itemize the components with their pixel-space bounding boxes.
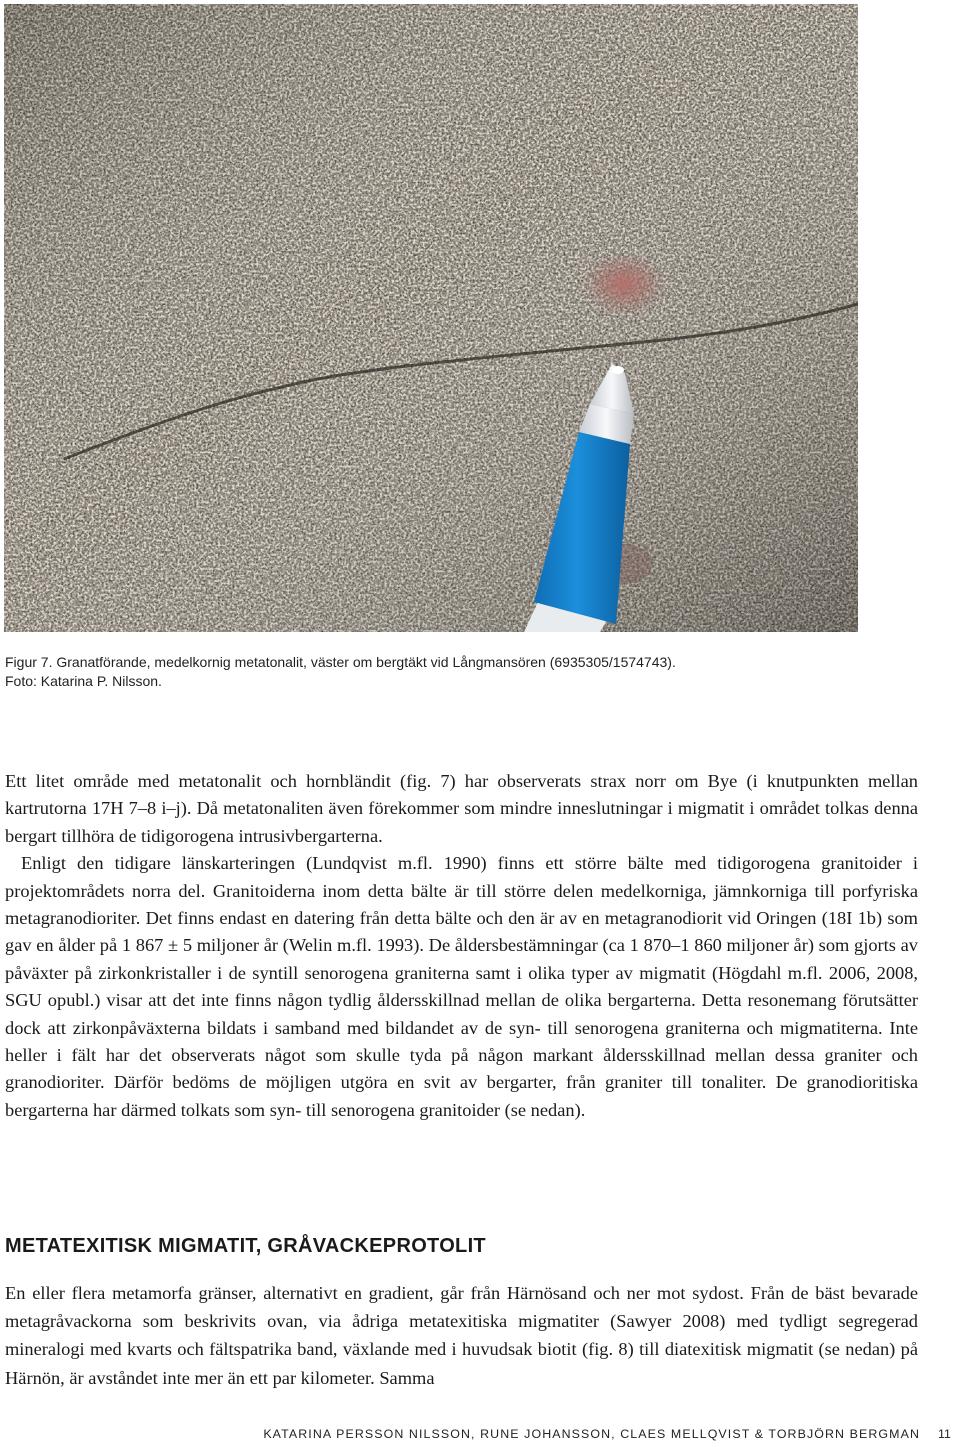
section-heading: METATEXITISK MIGMATIT, GRÅVACKEPROTOLIT: [5, 1235, 486, 1257]
paragraph-2: Enligt den tidigare länskarteringen (Lundqvist m.fl. 1990) finns ett större bälte med tidigorogena granitoider i projektområdets norra del. Granitoiderna inom detta bälte är till större delen medelkorniga, jämnkorniga till porfyriska metagranodioriter. Det finns endast en datering från detta bälte och den är av en metagranodiorit vid Oringen (18I 1b) som gav en ålder på 1 867 ± 5 miljoner år (Welin m.fl. 1993). De åldersbestämningar (ca 1 870–1 860 miljoner år) som gjorts av påväxter på zirkonkristaller i de syntill senorogena graniterna samt i olika typer av migmatit (Högdahl m.fl. 2006, 2008, SGU opubl.) visar att det inte finns någon tydlig åldersskillnad mellan de olika bergarterna. Detta resonemang förutsätter dock att zirkonpåväxterna bildats i samband med bildandet av de syn- till senorogena graniterna och migmatiterna. Inte heller i fält har det observerats något som skulle tyda på någon markant åldersskillnad mellan dessa graniter och granodioriter. Därför bedöms de möjligen utgöra en svit av bergarter, från graniter till tonaliter. De granodioritiska bergarterna har därmed tolkats som syn- till senorogena granitoider (se nedan).: [5, 853, 918, 1120]
section-text: [5, 1279, 918, 1392]
paragraph-1: Ett litet område med metatonalit och hornbländit (fig. 7) har observerats strax norr om Bye (i knutpunkten mellan kartrutorna 17H 7–8 i–j). Då metatonaliten även förekommer som mindre inneslutningar i migmatit i området tolkas denna bergart tillhöra de tidigorogena intrusivbergarterna.: [5, 771, 918, 846]
granite-rock-image: [4, 4, 858, 632]
caption-line-1: Figur 7. Granatförande, medelkornig metatonalit, väster om bergtäkt vid Långmansören (6935305/1574743).: [5, 654, 676, 670]
caption-line-2: Foto: Katarina P. Nilsson.: [5, 673, 162, 689]
figure-caption: [5, 653, 905, 691]
footer-authors: KATARINA PERSSON NILSSON, RUNE JOHANSSON, CLAES MELLQVIST & TORBJÖRN BERGMAN: [263, 1427, 920, 1441]
page-number: 11: [938, 1427, 951, 1441]
section-paragraph: En eller flera metamorfa gränser, alternativt en gradient, går från Härnösand och ner mot sydost. Från de bäst bevarade metagråvackorna som beskrivits ovan, via ådriga metatexitiska migmatiter (Sawyer 2008) med tydligt segregerad mineralogi med kvarts och fältspatrika band, växlande med i huvudsak biotit (fig. 8) till diatexitisk migmatit (se nedan) på Härnön, är avståndet inte mer än ett par kilometer. Samma: [5, 1283, 918, 1388]
body-text: [5, 768, 918, 1124]
figure-photo: [4, 4, 858, 632]
garnet-spot: [582, 252, 666, 316]
